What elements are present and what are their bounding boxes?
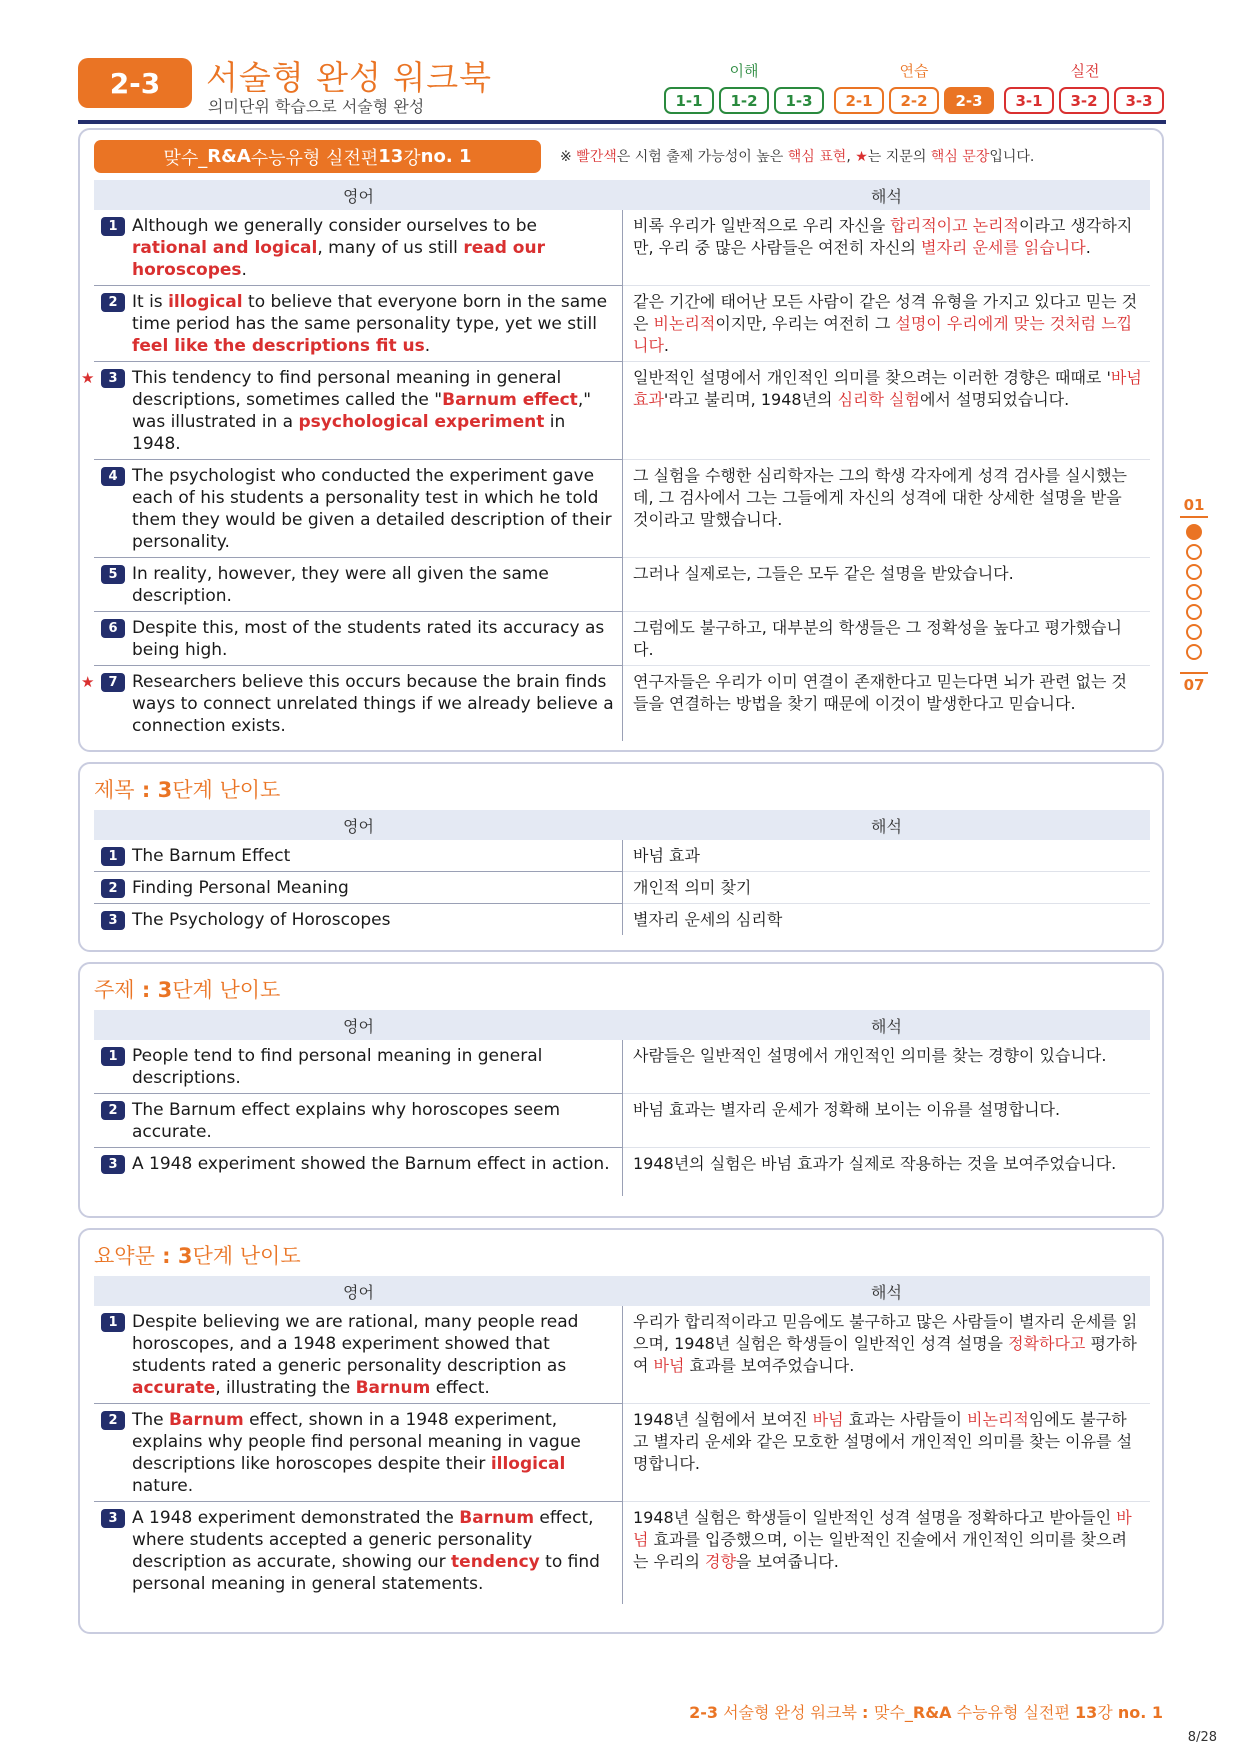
table-row [81, 362, 1150, 460]
topic-section [78, 962, 1164, 1218]
progress-dot-active [1186, 524, 1202, 540]
row-number-badge: 2 [101, 879, 125, 898]
table-row [94, 1040, 1150, 1094]
english-cell [94, 1148, 623, 1196]
text-segment: Although we generally consider ourselves to be [132, 216, 537, 236]
progress-sidebar [1180, 496, 1208, 696]
heading-label: 제목 [94, 778, 135, 802]
tag-text: 13 [378, 146, 404, 167]
translation-cell [623, 558, 1150, 612]
row-number-badge: 3 [101, 1509, 125, 1528]
title-table [94, 810, 1150, 935]
footer-text: no. 1 [1117, 1703, 1163, 1722]
topic-rows [94, 1040, 1150, 1196]
row-number-badge: 5 [101, 565, 125, 584]
column-header-translation: 해석 [871, 1282, 902, 1302]
english-text: A 1948 experiment showed the Barnum effect in action. [132, 1154, 610, 1174]
difficulty-label: 단계 난이도 [172, 978, 281, 1002]
tag-text: 강 [403, 147, 421, 169]
star-icon: ★ [81, 369, 95, 387]
footer-text: 맞수_ [873, 1703, 913, 1722]
difficulty-level: 3 [157, 978, 173, 1002]
table-header [94, 1276, 1150, 1306]
text-segment: 효과를 입증했으며, 이는 일반적인 진술에서 개인적인 의미를 찾으려는 우리의 [633, 1530, 1128, 1571]
text-segment: The psychologist who conducted the experiment gave each of his students a personality test in which he told them they would be given a detailed description of their personality. [132, 466, 612, 552]
english-cell [94, 1094, 623, 1148]
text-segment: '라고 불리며, 1948년의 [663, 390, 838, 409]
header-divider [78, 120, 1166, 124]
translation-cell [623, 286, 1150, 362]
heading-label: 주제 [94, 978, 135, 1002]
star-icon: ★ [81, 673, 95, 691]
translation-cell [623, 362, 1150, 460]
workbook-subtitle: 의미단위 학습으로 서술형 완성 [208, 97, 425, 116]
progress-dot [1186, 584, 1202, 600]
column-header-english: 영어 [343, 186, 374, 206]
text-segment: 효과는 사람들이 [843, 1410, 967, 1429]
translation-cell [623, 1040, 1150, 1094]
footer-text: 13 [1075, 1703, 1098, 1722]
translation-cell [623, 666, 1150, 741]
translation-cell [623, 1148, 1150, 1196]
text-segment: ," was illustrated in a [132, 390, 592, 432]
unit-badge: 2-3 [78, 58, 192, 108]
lesson-tag [94, 140, 541, 173]
text-segment: This tendency to find personal meaning in general descriptions, sometimes called the " [132, 368, 562, 410]
text-segment: 에서 설명되었습니다. [919, 390, 1070, 409]
english-cell [94, 286, 623, 362]
key-expression: 비논리적 [653, 314, 716, 333]
key-expression: 바넘 [812, 1410, 844, 1429]
key-expression: Barnum [459, 1508, 535, 1528]
level-button[interactable]: 2-2 [889, 87, 939, 114]
progress-divider [1180, 516, 1208, 518]
progress-dot [1186, 644, 1202, 660]
row-number-badge: 2 [101, 293, 125, 312]
key-expression: 정확하다고 [1008, 1334, 1086, 1353]
section-heading [94, 974, 280, 1004]
text-segment: 효과를 보여주었습니다. [684, 1356, 855, 1375]
english-cell [94, 558, 623, 612]
note-text: 는 지문의 [867, 149, 931, 165]
heading-label: 요약문 [94, 1244, 155, 1268]
level-navigator [664, 60, 1166, 118]
key-expression: 경향 [705, 1552, 736, 1571]
table-row [94, 1404, 1150, 1502]
translation-text: 바넘 효과 [633, 846, 700, 865]
level-button[interactable]: 1-2 [719, 87, 769, 114]
translation-cell [623, 1094, 1150, 1148]
row-number-badge: 6 [101, 619, 125, 638]
key-expression: Barnum effect [442, 390, 578, 410]
translation-cell [623, 1404, 1150, 1502]
translation-cell [623, 210, 1150, 286]
column-header-translation: 해석 [871, 186, 902, 206]
english-cell [94, 904, 623, 935]
translation-cell [623, 1306, 1150, 1404]
progress-end-label: 07 [1183, 676, 1205, 694]
translation-text: 바넘 효과는 별자리 운세가 정확해 보이는 이유를 설명합니다. [633, 1100, 1061, 1119]
tag-text: 수능유형 실전편 [250, 147, 379, 169]
summary-section [78, 1228, 1164, 1634]
translation-cell [623, 612, 1150, 666]
row-number-badge: 1 [101, 1047, 125, 1066]
row-number-badge: 1 [101, 217, 125, 236]
text-segment: effect. [430, 1378, 490, 1398]
footer-text: R&A [912, 1703, 952, 1722]
key-expression: 합리적이고 논리적 [890, 216, 1020, 235]
note-text: 입니다. [989, 149, 1035, 165]
text-segment: The [132, 1410, 170, 1430]
table-header [94, 1010, 1150, 1040]
table-row [94, 558, 1150, 612]
text-segment: 그럼에도 불구하고, 대부분의 학생들은 그 정확성을 높다고 평가했습니다. [633, 618, 1122, 659]
english-cell [94, 1306, 623, 1404]
difficulty-label: 단계 난이도 [172, 778, 281, 802]
translation-cell [623, 904, 1150, 935]
legend-note [560, 146, 1034, 166]
progress-dot [1186, 624, 1202, 640]
english-cell [94, 1502, 623, 1604]
translation-text: 별자리 운세의 심리학 [633, 910, 783, 929]
note-text: 핵심 표현 [787, 149, 847, 165]
translation-text: 개인적 의미 찾기 [633, 878, 752, 897]
text-segment: 을 보여줍니다. [735, 1552, 839, 1571]
key-expression: 별자리 운세를 읽습니다 [920, 238, 1086, 257]
table-row [94, 1306, 1150, 1404]
text-segment: 임에도 불구하고 별자리 운세와 같은 모호한 설명에서 개인적인 의미를 찾는 이유를 설명합니다. [633, 1410, 1133, 1473]
key-expression: accurate [132, 1378, 216, 1398]
table-header [94, 180, 1150, 210]
heading-sep: : [134, 978, 158, 1002]
text-segment: effect, shown in a 1948 experiment, explains why people find personal meaning in vague descriptions like horoscopes despite their [132, 1410, 581, 1474]
summary-rows [94, 1306, 1150, 1604]
row-number-badge: 3 [101, 369, 125, 388]
english-text: The Psychology of Horoscopes [132, 910, 391, 930]
note-text: 핵심 문장 [930, 149, 990, 165]
column-header-translation: 해석 [871, 816, 902, 836]
text-segment: . [241, 260, 247, 280]
text-segment: , illustrating the [215, 1378, 356, 1398]
level-button[interactable]: 1-3 [774, 87, 824, 114]
column-header-english: 영어 [343, 1016, 374, 1036]
key-expression: 심리학 실험 [837, 390, 920, 409]
table-row [94, 286, 1150, 362]
row-number-badge: 3 [101, 911, 125, 930]
english-text: Finding Personal Meaning [132, 878, 349, 898]
key-expression: 바넘 [633, 1508, 1132, 1549]
text-segment: 연구자들은 우리가 이미 연결이 존재한다고 믿는다면 뇌가 관련 없는 것들을 연결하는 방법을 찾기 때문에 이것이 발생한다고 믿습니다. [633, 672, 1127, 713]
tag-text: no. 1 [420, 146, 472, 167]
page-number: 8/28 [1187, 1730, 1217, 1745]
key-expression: Barnum [169, 1410, 244, 1430]
table-row [94, 1094, 1150, 1148]
table-row [94, 1148, 1150, 1196]
row-number-badge: 7 [101, 673, 125, 692]
passage-table [81, 180, 1150, 741]
row-number-badge: 2 [101, 1101, 125, 1120]
text-segment: . [424, 336, 431, 356]
text-segment: Researchers believe this occurs because the brain finds ways to connect unrelated things if we already believe a connection exists. [132, 672, 614, 736]
footer-text: 강 [1097, 1703, 1118, 1722]
heading-sep: : [134, 778, 158, 802]
key-expression: rational and logical [132, 238, 318, 258]
passage-section [78, 128, 1164, 752]
row-number-badge: 4 [101, 467, 125, 486]
progress-start-label: 01 [1183, 496, 1205, 514]
text-segment: nature. [132, 1476, 194, 1496]
english-cell [94, 612, 623, 666]
english-cell [94, 460, 623, 558]
translation-cell [623, 872, 1150, 904]
passage-rows [81, 210, 1150, 741]
topic-table [94, 1010, 1150, 1196]
english-cell [94, 1040, 623, 1094]
translation-cell [623, 1502, 1150, 1604]
key-expression: illogical [490, 1454, 566, 1474]
key-expression: psychological experiment [298, 412, 545, 432]
text-segment: 일반적인 설명에서 개인적인 의미를 찾으려는 이러한 경향은 때때로 ' [633, 368, 1111, 387]
tag-text: 맞수_ [163, 147, 208, 169]
text-segment: It is [132, 292, 169, 312]
level-group-label: 이해 [729, 62, 759, 80]
table-header [94, 810, 1150, 840]
english-text: The Barnum effect explains why horoscopes seem accurate. [132, 1100, 561, 1142]
text-segment: 1948년 실험은 학생들이 일반적인 성격 설명을 정확하다고 받아들인 [633, 1508, 1117, 1527]
level-group-label: 연습 [899, 62, 929, 80]
table-row [94, 612, 1150, 666]
star-icon: ★ [855, 149, 868, 165]
text-segment: Despite this, most of the students rated its accuracy as being high. [132, 618, 605, 660]
progress-dot [1186, 604, 1202, 620]
key-expression: 바넘 효과 [633, 368, 1142, 409]
text-segment: to find personal meaning in general statements. [132, 1552, 600, 1594]
text-segment: 우리가 합리적이라고 믿음에도 불구하고 많은 사람들이 별자리 운세를 읽으며, 1948년 실험은 학생들이 일반적인 성격 설명을 [633, 1312, 1138, 1353]
english-cell [81, 666, 623, 741]
key-expression: Barnum [355, 1378, 431, 1398]
english-cell [94, 872, 623, 904]
row-number-badge: 3 [101, 1155, 125, 1174]
key-expression: 바넘 [653, 1356, 685, 1375]
english-cell [94, 1404, 623, 1502]
row-number-badge: 1 [101, 1313, 125, 1332]
table-row [94, 210, 1150, 286]
section-heading [94, 1240, 301, 1270]
page-header [78, 50, 1166, 126]
summary-table [94, 1276, 1150, 1604]
heading-sep: : [154, 1244, 178, 1268]
text-segment: Despite believing we are rational, many people read horoscopes, and a 1948 experiment showed that students rated a generic personality description as [132, 1312, 579, 1376]
page-footer [689, 1700, 1163, 1723]
table-row [94, 904, 1150, 935]
text-segment: In reality, however, they were all given the same description. [132, 564, 549, 606]
table-row [94, 840, 1150, 872]
level-button[interactable]: 3-3 [1114, 87, 1164, 114]
footer-text: 2-3 [689, 1703, 719, 1722]
text-segment: 그 실험을 수행한 심리학자는 그의 학생 각자에게 성격 검사를 실시했는데, 그 검사에서 그는 그들에게 자신의 성격에 대한 상세한 설명을 받을 것이라고 말했습니다. [633, 466, 1127, 529]
tag-text: R&A [207, 146, 251, 167]
translation-cell [623, 460, 1150, 558]
table-row [94, 1502, 1150, 1604]
note-text: , [846, 149, 856, 165]
table-row [94, 460, 1150, 558]
key-expression: 설명이 우리에게 맞는 것처럼 느낍니다 [633, 314, 1133, 355]
text-segment: . [1085, 238, 1091, 257]
text-segment: 이라고 생각하지만, 우리 중 많은 사람들은 여전히 자신의 [633, 216, 1133, 257]
column-header-english: 영어 [343, 1282, 374, 1302]
progress-dot [1186, 544, 1202, 560]
workbook-title: 서술형 완성 워크북 [206, 58, 493, 97]
translation-text: 사람들은 일반적인 설명에서 개인적인 의미를 찾는 경향이 있습니다. [633, 1046, 1107, 1065]
row-number-badge: 2 [101, 1411, 125, 1430]
level-button[interactable]: 1-1 [664, 87, 714, 114]
text-segment: to believe that everyone born in the same time period has the same personality type, yet we still [132, 292, 608, 334]
column-header-english: 영어 [343, 816, 374, 836]
translation-cell [623, 840, 1150, 872]
note-text: ※ [560, 149, 577, 165]
translation-text: 1948년의 실험은 바넘 효과가 실제로 작용하는 것을 보여주었습니다. [633, 1154, 1117, 1173]
text-segment: 같은 기간에 태어난 모든 사람이 같은 성격 유형을 가지고 있다고 믿는 것은 [633, 292, 1138, 333]
text-segment: , many of us still [317, 238, 464, 258]
title-rows [94, 840, 1150, 935]
section-heading [94, 774, 280, 804]
english-cell [81, 362, 623, 460]
row-number-badge: 1 [101, 847, 125, 866]
text-segment: 평가하여 [633, 1334, 1137, 1375]
english-text: People tend to find personal meaning in general descriptions. [132, 1046, 543, 1088]
level-button-active[interactable]: 2-3 [944, 87, 994, 114]
footer-text: 서술형 완성 워크북 [718, 1703, 863, 1722]
text-segment: effect, where students accepted a generic personality description as accurate, showing our [132, 1508, 594, 1572]
key-expression: read our horoscopes [132, 238, 545, 280]
key-expression: 비논리적 [967, 1410, 1029, 1429]
key-expression: tendency [451, 1552, 540, 1572]
column-header-translation: 해석 [871, 1016, 902, 1036]
english-cell [94, 210, 623, 286]
text-segment: 이지만, 우리는 여전히 그 [715, 314, 896, 333]
level-button[interactable]: 3-1 [1004, 87, 1054, 114]
footer-text: : [862, 1703, 874, 1722]
table-row [81, 666, 1150, 741]
footer-text: 수능유형 실전편 [951, 1703, 1076, 1722]
level-button[interactable]: 2-1 [834, 87, 884, 114]
difficulty-level: 3 [177, 1244, 193, 1268]
english-text: The Barnum Effect [132, 846, 291, 866]
progress-dot [1186, 564, 1202, 580]
note-text: 빨간색 [576, 149, 617, 165]
text-segment: 비록 우리가 일반적으로 우리 자신을 [633, 216, 891, 235]
level-button[interactable]: 3-2 [1059, 87, 1109, 114]
text-segment: A 1948 experiment demonstrated the [132, 1508, 460, 1528]
difficulty-level: 3 [157, 778, 173, 802]
progress-divider [1180, 672, 1208, 674]
note-text: 은 시험 출제 가능성이 높은 [616, 149, 788, 165]
key-expression: feel like the descriptions fit us [132, 336, 425, 356]
title-section [78, 762, 1164, 952]
level-group-label: 실전 [1070, 62, 1100, 80]
difficulty-label: 단계 난이도 [192, 1244, 301, 1268]
text-segment: 그러나 실제로는, 그들은 모두 같은 설명을 받았습니다. [633, 564, 1014, 583]
table-row [94, 872, 1150, 904]
text-segment: . [663, 336, 670, 355]
key-expression: illogical [168, 292, 243, 312]
text-segment: in 1948. [132, 412, 566, 454]
text-segment: 1948년 실험에서 보여진 [633, 1410, 813, 1429]
english-cell [94, 840, 623, 872]
